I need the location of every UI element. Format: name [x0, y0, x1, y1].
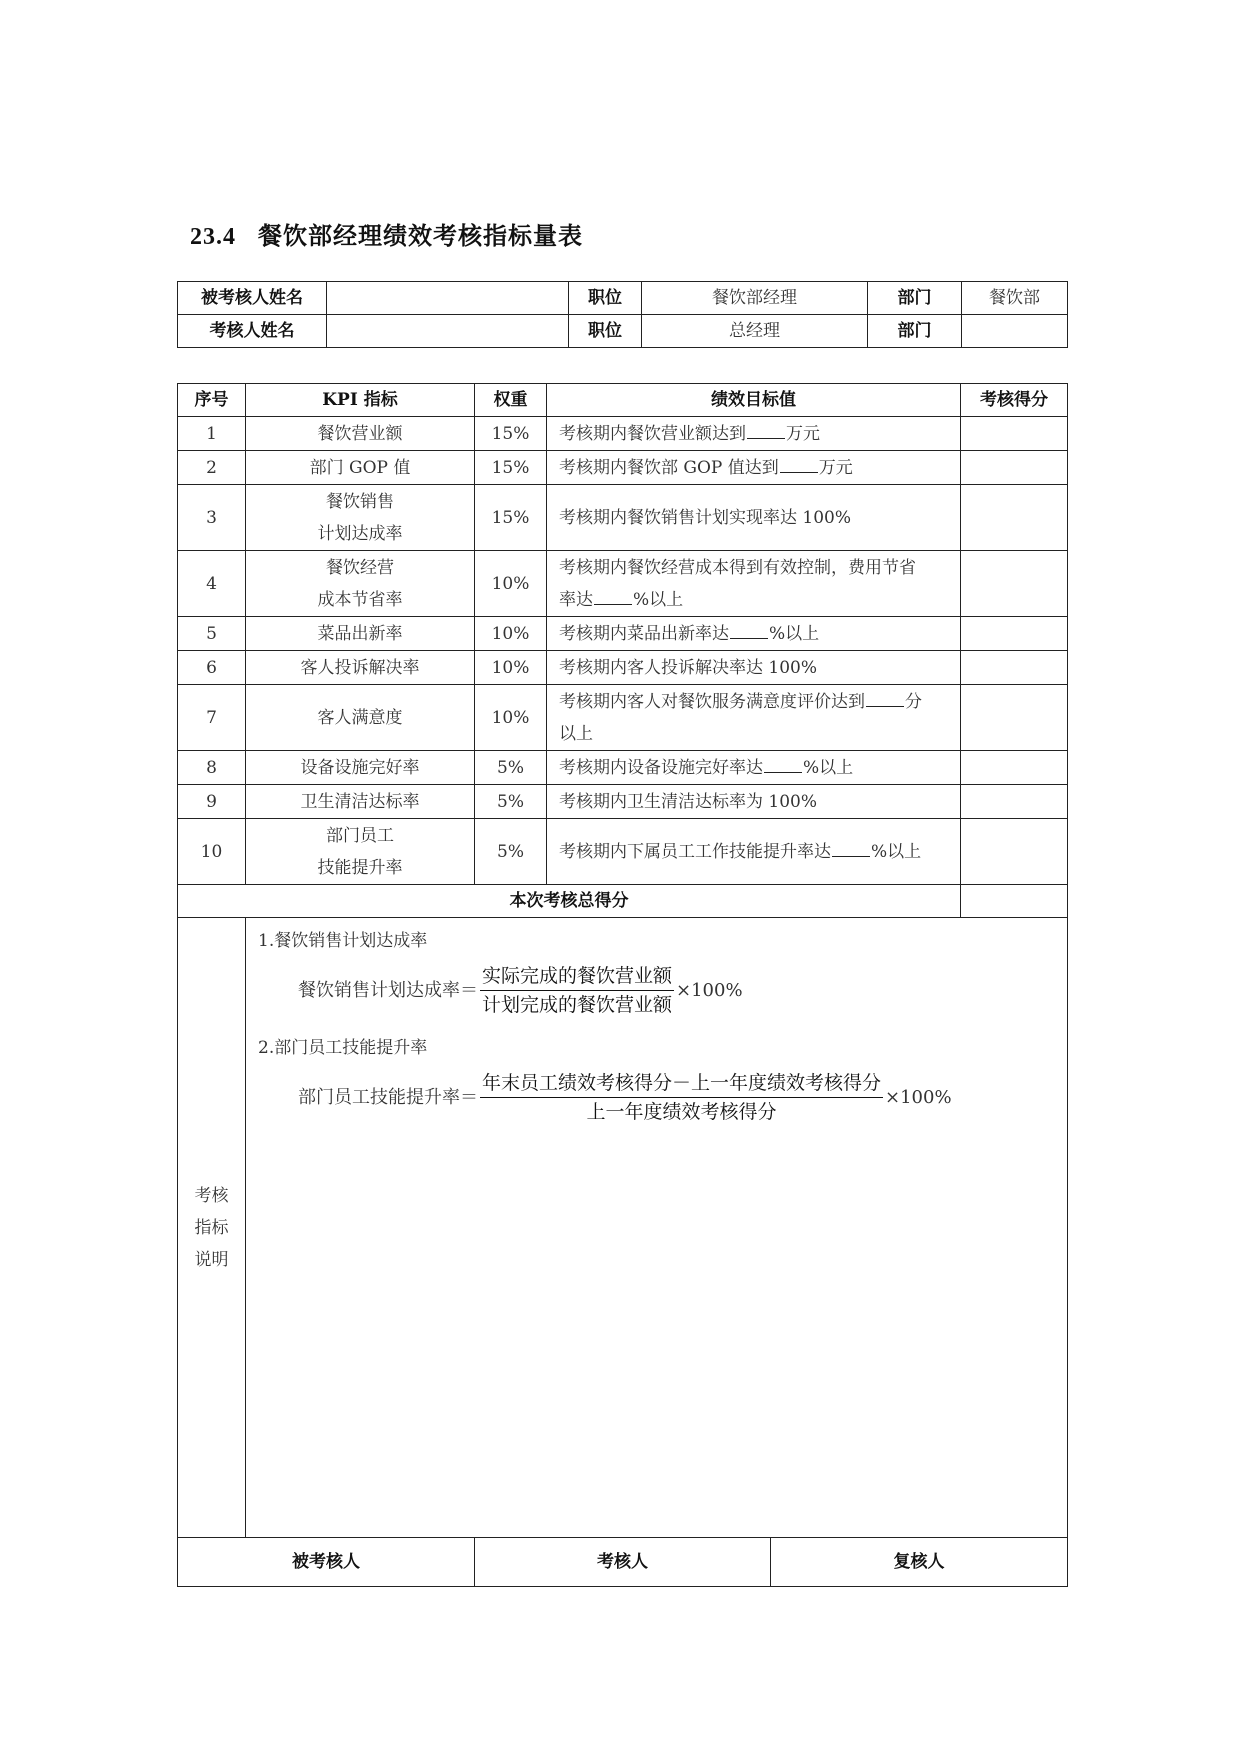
col-target: 绩效目标值 — [547, 384, 961, 417]
signature-examiner[interactable]: 考核人 — [475, 1538, 771, 1587]
fill-blank[interactable] — [832, 856, 870, 857]
examinee-position-value: 餐饮部经理 — [642, 282, 868, 315]
row-kpi: 客人投诉解决率 — [246, 651, 475, 685]
row-weight: 10% — [475, 685, 547, 751]
row-target: 考核期内客人对餐饮服务满意度评价达到 分 以上 — [547, 685, 961, 751]
examinee-position-label: 职位 — [569, 282, 642, 315]
row-target: 考核期内菜品出新率达 %以上 — [547, 617, 961, 651]
row-no: 6 — [178, 651, 246, 685]
formula-2-denominator: 上一年度绩效考核得分 — [586, 1101, 777, 1123]
examinee-name-field[interactable] — [327, 282, 569, 315]
row-kpi: 部门 GOP 值 — [246, 451, 475, 485]
examiner-dept-label: 部门 — [868, 315, 962, 348]
explain-row — [178, 918, 1068, 1538]
examiner-position-label: 职位 — [569, 315, 642, 348]
section-title: 餐饮部经理绩效考核指标量表 — [258, 224, 583, 250]
fill-blank[interactable] — [594, 604, 632, 605]
row-kpi: 部门员工 技能提升率 — [246, 819, 475, 885]
row-score[interactable] — [961, 451, 1068, 485]
table-row — [178, 819, 1068, 885]
fill-blank[interactable] — [747, 438, 785, 439]
formula-2 — [298, 1069, 1055, 1126]
row-target: 考核期内餐饮经营成本得到有效控制，费用节省 率达 %以上 — [547, 551, 961, 617]
row-weight: 5% — [475, 785, 547, 819]
row-kpi: 客人满意度 — [246, 685, 475, 751]
row-score[interactable] — [961, 785, 1068, 819]
explain-label: 考核 指标 说明 — [178, 918, 246, 1538]
formula-2-numerator: 年末员工绩效考核得分－上一年度绩效考核得分 — [480, 1069, 883, 1098]
formula-1-numerator: 实际完成的餐饮营业额 — [480, 962, 674, 991]
signature-row — [178, 1538, 1068, 1587]
row-no: 3 — [178, 485, 246, 551]
col-weight: 权重 — [475, 384, 547, 417]
row-weight: 10% — [475, 651, 547, 685]
row-kpi: 设备设施完好率 — [246, 751, 475, 785]
col-kpi: KPI 指标 — [246, 384, 475, 417]
row-weight: 15% — [475, 485, 547, 551]
examiner-dept-field[interactable] — [962, 315, 1068, 348]
header-row-examinee — [178, 282, 1068, 315]
examinee-name-label: 被考核人姓名 — [178, 282, 327, 315]
table-row — [178, 685, 1068, 751]
signature-reviewer[interactable]: 复核人 — [771, 1538, 1068, 1587]
row-weight: 10% — [475, 617, 547, 651]
signature-examinee[interactable]: 被考核人 — [178, 1538, 475, 1587]
row-no: 5 — [178, 617, 246, 651]
table-row — [178, 417, 1068, 451]
table-row — [178, 751, 1068, 785]
row-kpi: 菜品出新率 — [246, 617, 475, 651]
row-kpi: 餐饮营业额 — [246, 417, 475, 451]
row-score[interactable] — [961, 485, 1068, 551]
examinee-dept-value: 餐饮部 — [962, 282, 1068, 315]
row-no: 2 — [178, 451, 246, 485]
page-title — [190, 216, 583, 251]
table-row — [178, 551, 1068, 617]
header-table — [177, 281, 1068, 348]
fill-blank[interactable] — [764, 772, 802, 773]
row-weight: 10% — [475, 551, 547, 617]
formula-2-lhs: 部门员工技能提升率＝ — [298, 1086, 478, 1108]
row-target: 考核期内餐饮销售计划实现率达 100% — [547, 485, 961, 551]
row-score[interactable] — [961, 551, 1068, 617]
row-target: 考核期内下属员工工作技能提升率达 %以上 — [547, 819, 961, 885]
formula-1 — [298, 962, 1055, 1019]
formula-2-title: 2.部门员工技能提升率 — [258, 1038, 428, 1058]
formula-2-multiplier: ×100% — [885, 1086, 952, 1108]
col-score: 考核得分 — [961, 384, 1068, 417]
row-score[interactable] — [961, 685, 1068, 751]
row-score[interactable] — [961, 819, 1068, 885]
fill-blank[interactable] — [780, 472, 818, 473]
row-weight: 15% — [475, 417, 547, 451]
row-target: 考核期内设备设施完好率达 %以上 — [547, 751, 961, 785]
row-no: 8 — [178, 751, 246, 785]
signature-table — [177, 1537, 1068, 1587]
col-no: 序号 — [178, 384, 246, 417]
table-row — [178, 651, 1068, 685]
row-target: 考核期内餐饮营业额达到 万元 — [547, 417, 961, 451]
row-target: 考核期内客人投诉解决率达 100% — [547, 651, 961, 685]
row-weight: 5% — [475, 751, 547, 785]
explain-content — [246, 918, 1068, 1538]
row-no: 7 — [178, 685, 246, 751]
table-row — [178, 617, 1068, 651]
formula-1-title: 1.餐饮销售计划达成率 — [258, 931, 428, 951]
row-no: 1 — [178, 417, 246, 451]
row-score[interactable] — [961, 751, 1068, 785]
formula-1-lhs: 餐饮销售计划达成率＝ — [298, 979, 478, 1001]
table-row — [178, 451, 1068, 485]
examiner-position-value: 总经理 — [642, 315, 868, 348]
row-no: 9 — [178, 785, 246, 819]
row-score[interactable] — [961, 417, 1068, 451]
fill-blank[interactable] — [866, 706, 904, 707]
table-row — [178, 785, 1068, 819]
formula-1-denominator: 计划完成的餐饮营业额 — [482, 994, 673, 1016]
total-row — [178, 885, 1068, 918]
row-no: 10 — [178, 819, 246, 885]
fill-blank[interactable] — [730, 638, 768, 639]
total-label: 本次考核总得分 — [178, 885, 961, 918]
table-row — [178, 485, 1068, 551]
total-score-field[interactable] — [961, 885, 1068, 918]
row-target: 考核期内餐饮部 GOP 值达到 万元 — [547, 451, 961, 485]
row-kpi: 餐饮销售 计划达成率 — [246, 485, 475, 551]
row-score[interactable] — [961, 617, 1068, 651]
row-weight: 5% — [475, 819, 547, 885]
row-weight: 15% — [475, 451, 547, 485]
row-target: 考核期内卫生清洁达标率为 100% — [547, 785, 961, 819]
examiner-name-label: 考核人姓名 — [178, 315, 327, 348]
header-row-examiner — [178, 315, 1068, 348]
row-score[interactable] — [961, 651, 1068, 685]
examiner-name-field[interactable] — [327, 315, 569, 348]
row-no: 4 — [178, 551, 246, 617]
section-number: 23.4 — [190, 224, 236, 250]
kpi-table — [177, 383, 1068, 1538]
formula-1-multiplier: ×100% — [676, 979, 743, 1001]
row-kpi: 餐饮经营 成本节省率 — [246, 551, 475, 617]
examinee-dept-label: 部门 — [868, 282, 962, 315]
kpi-header-row — [178, 384, 1068, 417]
row-kpi: 卫生清洁达标率 — [246, 785, 475, 819]
